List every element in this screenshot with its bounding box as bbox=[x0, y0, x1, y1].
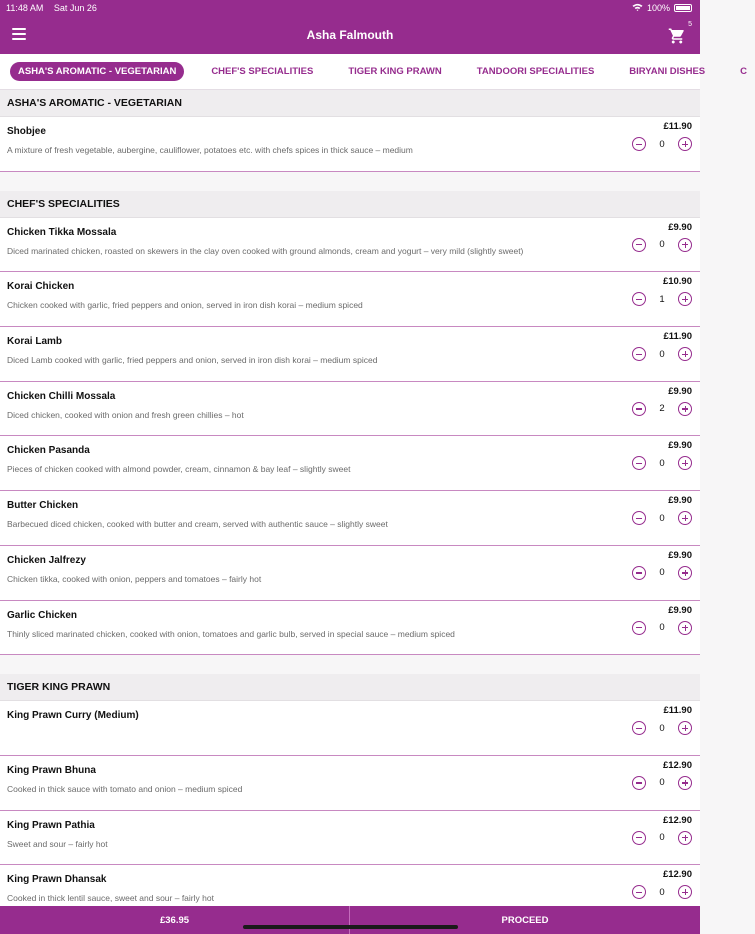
item-quantity: 0 bbox=[659, 457, 665, 469]
minus-circle-icon[interactable] bbox=[632, 137, 646, 151]
item-name: Chicken Tikka Mossala bbox=[7, 226, 117, 238]
item-quantity: 0 bbox=[659, 138, 665, 150]
menu-section bbox=[0, 674, 700, 920]
tab-category[interactable]: ASHA'S AROMATIC - VEGETARIAN bbox=[10, 62, 184, 81]
item-name: Chicken Jalfrezy bbox=[7, 554, 86, 566]
item-price: £9.90 bbox=[668, 440, 692, 452]
item-description: Cooked in thick lentil sauce, sweet and sour – fairly hot bbox=[7, 893, 214, 904]
menu-item bbox=[0, 756, 700, 811]
home-indicator bbox=[243, 925, 458, 929]
item-quantity: 0 bbox=[659, 622, 665, 633]
item-quantity: 1 bbox=[659, 293, 665, 305]
item-price: £12.90 bbox=[662, 814, 692, 826]
minus-circle-icon[interactable] bbox=[632, 292, 646, 306]
menu-item bbox=[0, 272, 700, 327]
minus-circle-icon[interactable] bbox=[632, 621, 646, 635]
item-name: King Prawn Pathia bbox=[7, 819, 95, 831]
minus-circle-icon[interactable] bbox=[632, 511, 646, 525]
item-name: Garlic Chicken bbox=[7, 609, 78, 621]
item-price: £11.90 bbox=[663, 331, 692, 343]
plus-circle-icon[interactable] bbox=[678, 566, 692, 580]
category-tabs bbox=[0, 54, 748, 90]
menu-item bbox=[0, 811, 700, 866]
menu-section bbox=[0, 191, 700, 656]
plus-circle-icon[interactable] bbox=[678, 456, 692, 470]
item-price: £12.90 bbox=[662, 869, 692, 881]
quantity-stepper bbox=[632, 566, 692, 580]
plus-circle-icon[interactable] bbox=[678, 885, 692, 899]
plus-circle-icon[interactable] bbox=[678, 776, 692, 790]
tab-category[interactable]: BIRYANI DISHES bbox=[629, 66, 706, 77]
tab-category[interactable]: TANDOORI SPECIALITIES bbox=[476, 66, 595, 77]
item-price: £11.90 bbox=[663, 705, 692, 717]
item-price: £9.90 bbox=[668, 495, 692, 507]
status-date: Sat Jun 26 bbox=[53, 3, 97, 13]
item-description: Barbecued diced chicken, cooked with butter and cream, served with authentic sauce – slightly sweet bbox=[7, 519, 388, 530]
item-quantity: 0 bbox=[659, 777, 665, 789]
quantity-stepper bbox=[632, 402, 692, 416]
page-title: Asha Falmouth bbox=[306, 28, 394, 42]
item-quantity: 0 bbox=[659, 348, 665, 360]
minus-circle-icon[interactable] bbox=[632, 347, 646, 361]
section-header: TIGER KING PRAWN bbox=[0, 674, 700, 701]
quantity-stepper bbox=[632, 347, 692, 361]
battery-icon bbox=[674, 4, 692, 12]
quantity-stepper bbox=[632, 776, 692, 790]
battery-level: 100% bbox=[646, 3, 670, 13]
plus-circle-icon[interactable] bbox=[678, 238, 692, 252]
status-right bbox=[632, 3, 692, 13]
item-price: £9.90 bbox=[668, 385, 692, 397]
item-name: Korai Lamb bbox=[7, 336, 63, 348]
menu-item bbox=[0, 546, 700, 601]
header bbox=[0, 16, 700, 54]
minus-circle-icon[interactable] bbox=[632, 885, 646, 899]
minus-circle-icon[interactable] bbox=[632, 238, 646, 252]
menu-item bbox=[0, 218, 700, 273]
item-description: Chicken tikka, cooked with onion, peppers and tomatoes – fairly hot bbox=[7, 573, 262, 584]
cart-button[interactable] bbox=[668, 21, 692, 45]
quantity-stepper bbox=[632, 621, 692, 635]
quantity-stepper bbox=[632, 292, 692, 306]
status-time: 11:48 AM bbox=[6, 3, 44, 13]
quantity-stepper bbox=[632, 456, 692, 470]
item-quantity: 2 bbox=[659, 403, 665, 415]
minus-circle-icon[interactable] bbox=[632, 721, 646, 735]
menu-item bbox=[0, 382, 700, 437]
item-price: £9.90 bbox=[668, 604, 692, 616]
status-bar bbox=[0, 0, 700, 16]
menu-item bbox=[0, 601, 700, 656]
plus-circle-icon[interactable] bbox=[678, 621, 692, 635]
item-price: £9.90 bbox=[668, 221, 692, 233]
minus-circle-icon[interactable] bbox=[632, 402, 646, 416]
quantity-stepper bbox=[632, 721, 692, 735]
item-description: A mixture of fresh vegetable, aubergine, cauliflower, potatoes etc. with chefs spices in thick sauce – medium bbox=[7, 145, 413, 155]
cart-count-badge: 5 bbox=[688, 21, 692, 28]
item-name: Chicken Chilli Mossala bbox=[7, 390, 116, 402]
menu-icon[interactable] bbox=[12, 28, 26, 40]
quantity-stepper bbox=[632, 511, 692, 525]
item-quantity: 0 bbox=[659, 722, 665, 734]
section-header: CHEF'S SPECIALITIES bbox=[0, 191, 700, 218]
item-price: £11.90 bbox=[663, 121, 692, 132]
menu-list bbox=[0, 90, 700, 906]
plus-circle-icon[interactable] bbox=[678, 511, 692, 525]
item-description: Cooked in thick sauce with tomato and onion – medium spiced bbox=[7, 783, 243, 794]
plus-circle-icon[interactable] bbox=[678, 347, 692, 361]
item-price: £9.90 bbox=[668, 549, 692, 561]
item-name: Korai Chicken bbox=[7, 281, 75, 293]
item-quantity: 0 bbox=[659, 832, 665, 844]
plus-circle-icon[interactable] bbox=[678, 137, 692, 151]
quantity-stepper bbox=[632, 137, 692, 151]
menu-item bbox=[0, 491, 700, 546]
item-description: Chicken cooked with garlic, fried peppers and onion, served in iron dish korai – medium spiced bbox=[7, 300, 363, 311]
menu-item bbox=[0, 701, 700, 756]
minus-circle-icon[interactable] bbox=[632, 456, 646, 470]
item-name: Chicken Pasanda bbox=[7, 445, 90, 457]
menu-item bbox=[0, 117, 700, 172]
plus-circle-icon[interactable] bbox=[678, 721, 692, 735]
section-header: ASHA'S AROMATIC - VEGETARIAN bbox=[0, 90, 700, 117]
item-name: Shobjee bbox=[7, 126, 46, 137]
menu-item bbox=[0, 327, 700, 382]
tab-category[interactable]: C bbox=[740, 66, 748, 77]
tab-category[interactable]: CHEF'S SPECIALITIES bbox=[211, 66, 314, 77]
item-quantity: 0 bbox=[659, 512, 665, 524]
item-name: King Prawn Dhansak bbox=[7, 874, 107, 886]
plus-circle-icon[interactable] bbox=[678, 402, 692, 416]
status-left bbox=[6, 3, 105, 13]
wifi-icon bbox=[632, 3, 643, 13]
plus-circle-icon[interactable] bbox=[678, 831, 692, 845]
quantity-stepper bbox=[632, 885, 692, 899]
plus-circle-icon[interactable] bbox=[678, 292, 692, 306]
minus-circle-icon[interactable] bbox=[632, 566, 646, 580]
item-description: Sweet and sour – fairly hot bbox=[7, 838, 108, 849]
bottom-bar bbox=[0, 906, 700, 934]
cart-icon bbox=[668, 27, 686, 45]
item-description: Diced chicken, cooked with onion and fresh green chillies – hot bbox=[7, 409, 244, 420]
item-quantity: 0 bbox=[659, 886, 665, 898]
item-quantity: 0 bbox=[659, 239, 665, 251]
item-price: £10.90 bbox=[662, 276, 692, 288]
quantity-stepper bbox=[632, 831, 692, 845]
item-quantity: 0 bbox=[659, 567, 665, 579]
item-name: Butter Chicken bbox=[7, 500, 79, 512]
order-total: £36.95 bbox=[0, 906, 350, 934]
item-name: King Prawn Curry (Medium) bbox=[7, 710, 139, 722]
minus-circle-icon[interactable] bbox=[632, 776, 646, 790]
item-description: Diced marinated chicken, roasted on skewers in the clay oven cooked with ground almonds, cream and yogurt – very mild (slightly sweet) bbox=[7, 245, 524, 256]
item-price: £12.90 bbox=[662, 759, 692, 771]
tab-category[interactable]: TIGER KING PRAWN bbox=[348, 66, 442, 77]
item-description: Diced Lamb cooked with garlic, fried peppers and onion, served in iron dish korai – medium spiced bbox=[7, 355, 378, 366]
menu-item bbox=[0, 436, 700, 491]
proceed-button[interactable]: PROCEED bbox=[501, 914, 549, 926]
minus-circle-icon[interactable] bbox=[632, 831, 646, 845]
quantity-stepper bbox=[632, 238, 692, 252]
item-name: King Prawn Bhuna bbox=[7, 764, 96, 776]
item-description: Thinly sliced marinated chicken, cooked with onion, tomatoes and garlic bulb, served in special sauce – medium spiced bbox=[7, 628, 455, 639]
item-description: Pieces of chicken cooked with almond powder, cream, cinnamon & bay leaf – slightly sweet bbox=[7, 464, 351, 475]
menu-section bbox=[0, 90, 700, 172]
